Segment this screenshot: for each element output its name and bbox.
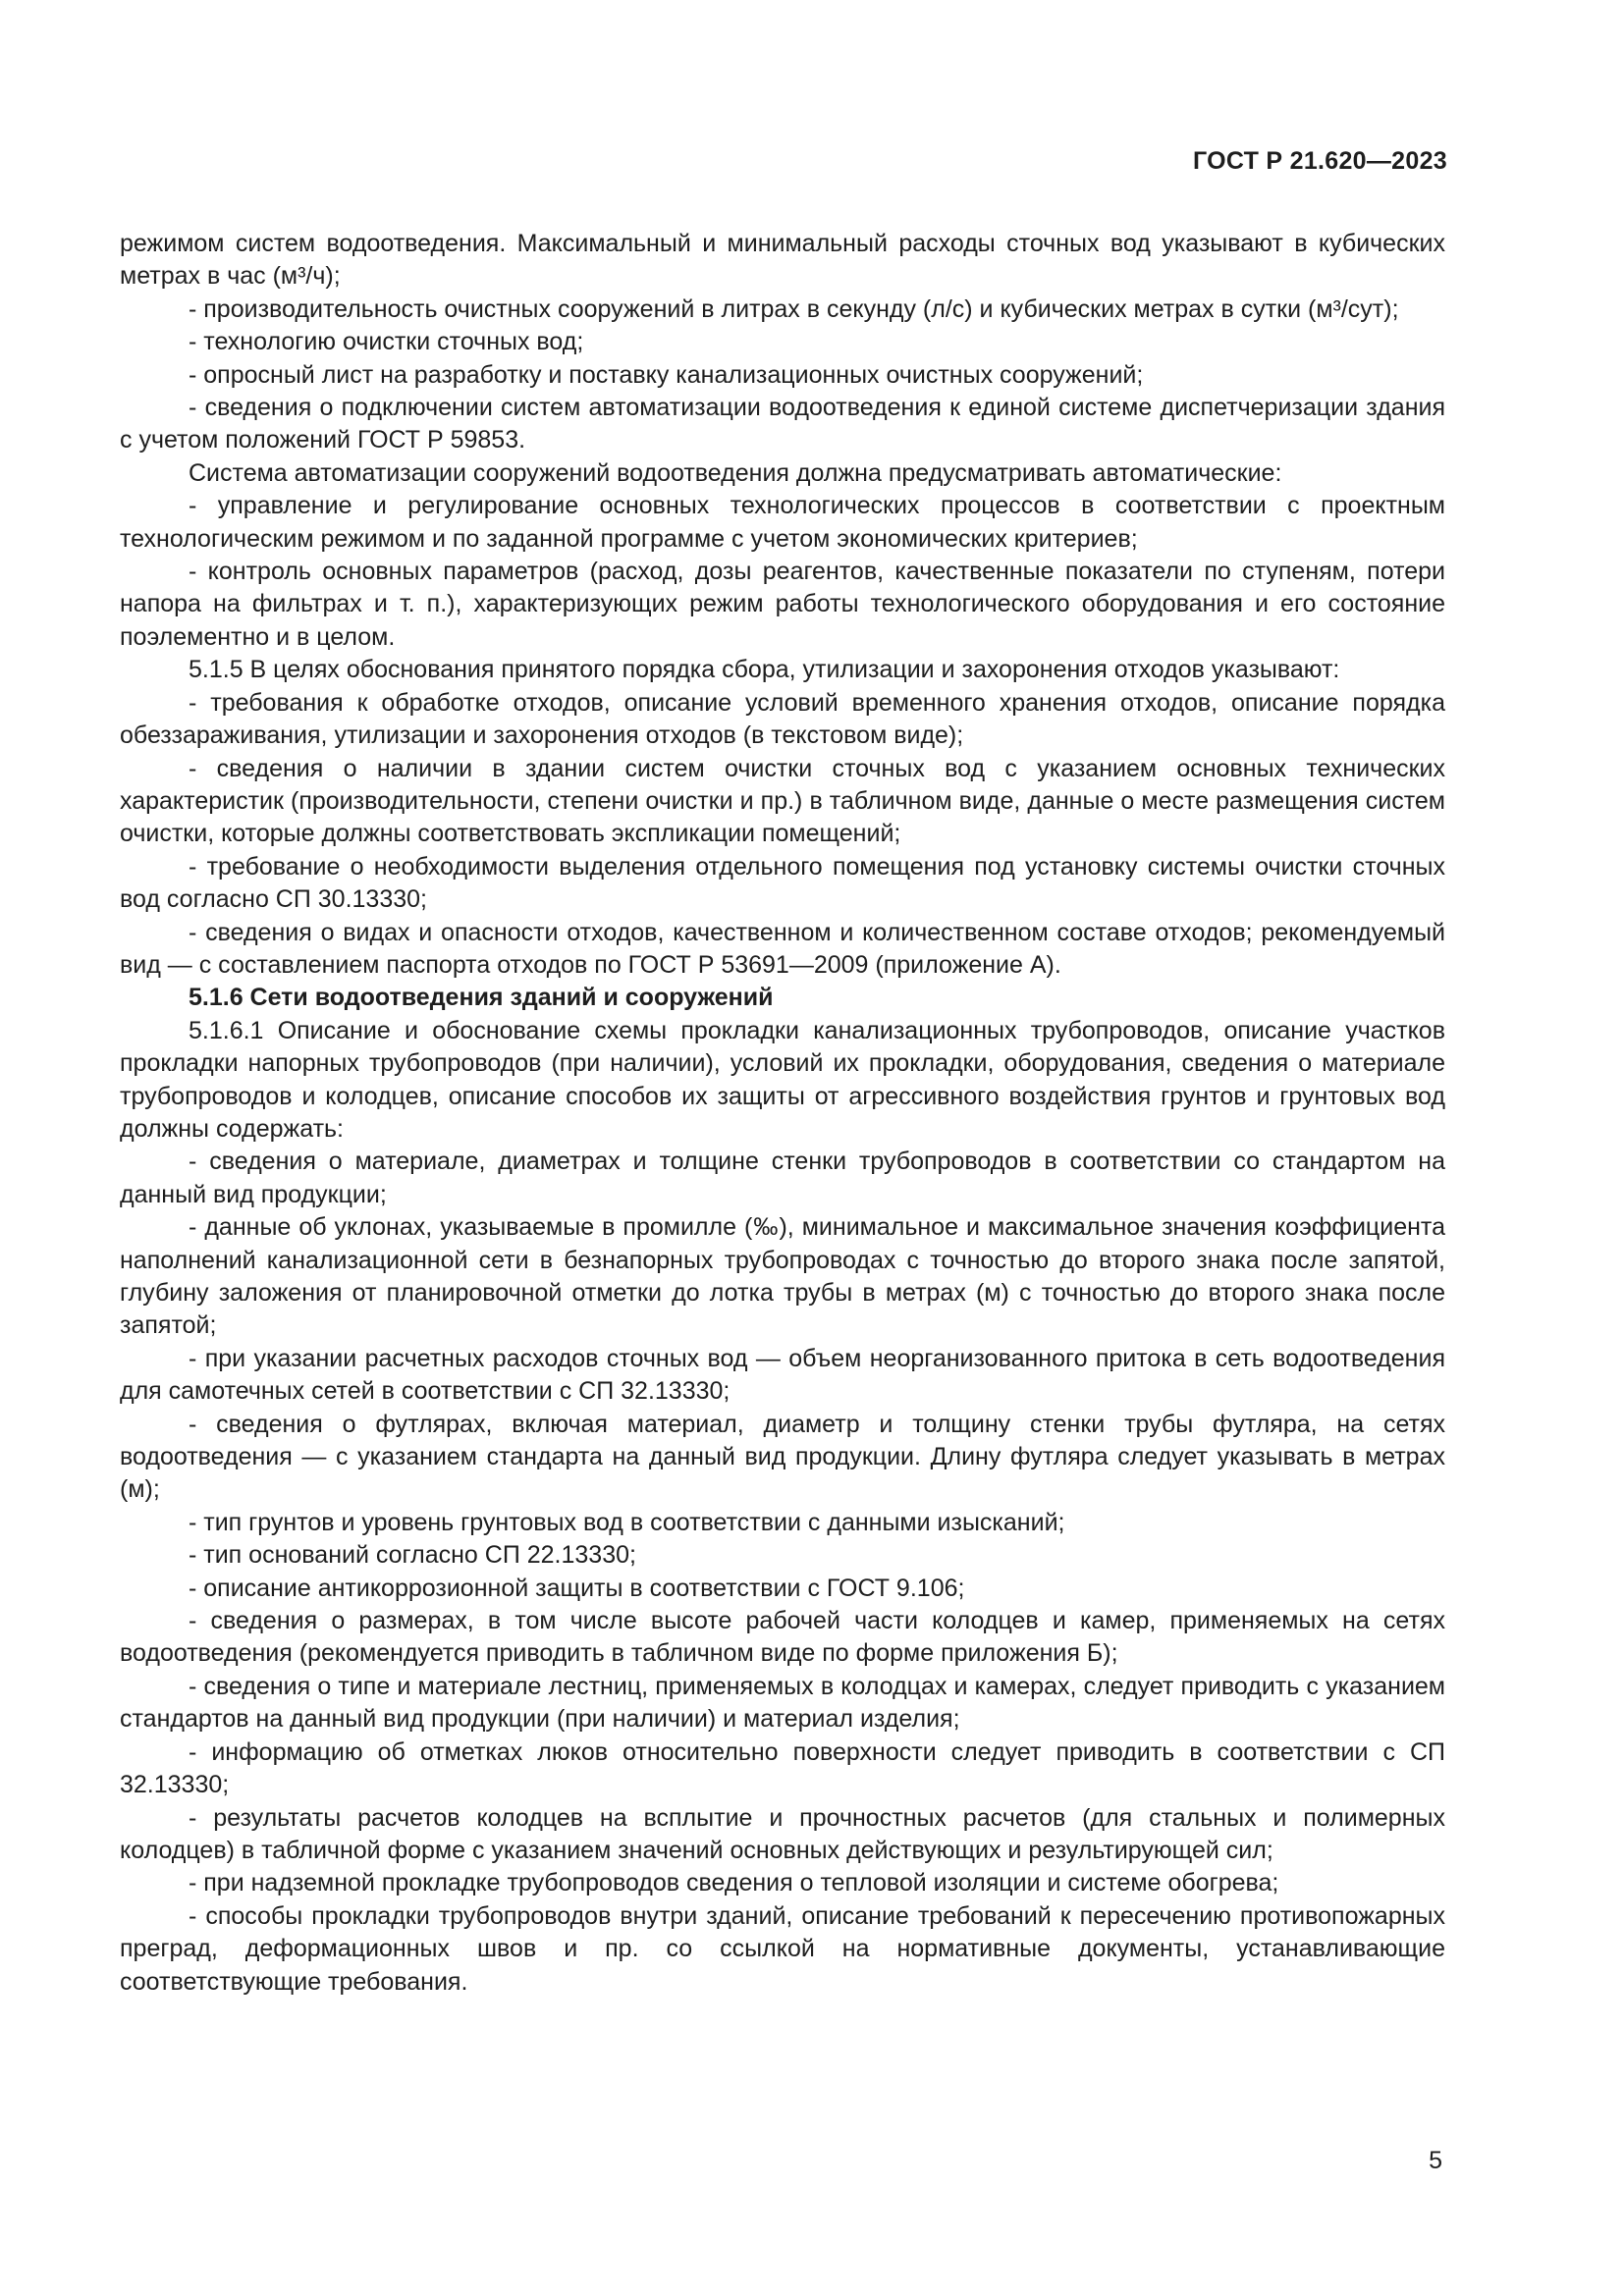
list-item: - при указании расчетных расходов сточных вод — объем неорганизованного притока в сеть водоотведения для самотечных сетей в соответствии с СП 32.13330; xyxy=(120,1344,1445,1406)
list-item: - сведения о типе и материале лестниц, применяемых в колодцах и камерах, следует приводить с указанием стандартов на данный вид продукции (при наличии) и материал изделия; xyxy=(120,1672,1445,1734)
clause-paragraph: 5.1.5 В целях обоснования принятого порядка сбора, утилизации и захоронения отходов указывают: xyxy=(189,656,1340,684)
list-item: - способы прокладки трубопроводов внутри зданий, описание требований к пересечению противопожарных преград, деформационных швов и пр. со ссылкой на нормативные документы, устанавливающие соответствующие требования. xyxy=(120,1901,1445,1996)
list-item: - описание антикоррозионной защиты в соответствии с ГОСТ 9.106; xyxy=(189,1574,965,1602)
list-item: - информацию об отметках люков относительно поверхности следует приводить в соответствии с СП 32.13330; xyxy=(120,1737,1445,1799)
list-item: - сведения о подключении систем автоматизации водоотведения к единой системе диспетчеризации здания с учетом положений ГОСТ Р 59853. xyxy=(120,394,1445,454)
document-body xyxy=(120,228,1445,1999)
document-header-code: ГОСТ Р 21.620—2023 xyxy=(1192,147,1447,175)
list-item: - данные об уклонах, указываемые в промилле (‰), минимальное и максимальное значения коэффициента наполнений канализационной сети в безнапорных трубопроводах с точностью до второго знака после запятой, глубину заложения от планировочной отметки до лотка трубы в метрах (м) с точностью до второго знака после запятой; xyxy=(120,1213,1445,1340)
list-item: - сведения о наличии в здании систем очистки сточных вод с указанием основных технических характеристик (производительности, степени очистки и пр.) в табличном виде, данные о месте размещения систем очистки, которые должны соответствовать экспликации помещений; xyxy=(120,754,1445,848)
page-number: 5 xyxy=(1429,2147,1442,2174)
list-item: - опросный лист на разработку и поставку канализационных очистных сооружений; xyxy=(189,360,1144,389)
list-item: - сведения о видах и опасности отходов, качественном и количественном составе отходов; рекомендуемый вид — с составлением паспорта отходов по ГОСТ Р 53691—2009 (приложение А). xyxy=(120,918,1445,979)
paragraph: режимом систем водоотведения. Максимальный и минимальный расходы сточных вод указывают в кубических метрах в час (м³/ч); xyxy=(120,230,1445,291)
list-item: - сведения о материале, диаметрах и толщине стенки трубопроводов в соответствии со стандартом на данный вид продукции; xyxy=(120,1148,1445,1208)
section-heading: 5.1.6 Сети водоотведения зданий и сооружений xyxy=(189,984,774,1012)
clause-paragraph: 5.1.6.1 Описание и обоснование схемы прокладки канализационных трубопроводов, описание участков прокладки напорных трубопроводов (при наличии), условий их прокладки, оборудования, сведения о материале трубопроводов и колодцев, описание способов их защиты от агрессивного воздействия грунтов и грунтовых вод должны содержать: xyxy=(120,1016,1445,1143)
list-item: - результаты расчетов колодцев на всплытие и прочностных расчетов (для стальных и полимерных колодцев) в табличной форме с указанием значений основных действующих и результирующей сил; xyxy=(120,1803,1445,1864)
list-item: - при надземной прокладке трубопроводов сведения о тепловой изоляции и системе обогрева; xyxy=(189,1869,1279,1897)
list-item: - управление и регулирование основных технологических процессов в соответствии с проектным технологическим режимом и по заданной программе с учетом экономических критериев; xyxy=(120,492,1445,553)
list-item: - требования к обработке отходов, описание условий временного хранения отходов, описание порядка обеззараживания, утилизации и захоронения отходов (в текстовом виде); xyxy=(120,688,1445,750)
list-item: - требование о необходимости выделения отдельного помещения под установку системы очистки сточных вод согласно СП 30.13330; xyxy=(120,852,1445,914)
list-item: - сведения о размерах, в том числе высоте рабочей части колодцев и камер, применяемых на сетях водоотведения (рекомендуется приводить в табличном виде по форме приложения Б); xyxy=(120,1607,1445,1668)
list-item: - контроль основных параметров (расход, дозы реагентов, качественные показатели по ступеням, потери напора на фильтрах и т. п.), характеризующих режим работы технологического оборудования и его состояние поэлементно и в целом. xyxy=(120,558,1445,651)
list-item: - тип грунтов и уровень грунтовых вод в соответствии с данными изысканий; xyxy=(189,1508,1065,1536)
paragraph: Система автоматизации сооружений водоотведения должна предусматривать автоматические: xyxy=(189,458,1282,487)
list-item: - производительность очистных сооружений в литрах в секунду (л/с) и кубических метрах в сутки (м³/сут); xyxy=(189,294,1399,323)
list-item: - сведения о футлярах, включая материал, диаметр и толщину стенки трубы футляра, на сетях водоотведения — с указанием стандарта на данный вид продукции. Длину футляра следует указывать в метрах (м); xyxy=(120,1410,1445,1504)
list-item: - технологию очистки сточных вод; xyxy=(189,328,584,356)
list-item: - тип оснований согласно СП 22.13330; xyxy=(189,1541,636,1570)
